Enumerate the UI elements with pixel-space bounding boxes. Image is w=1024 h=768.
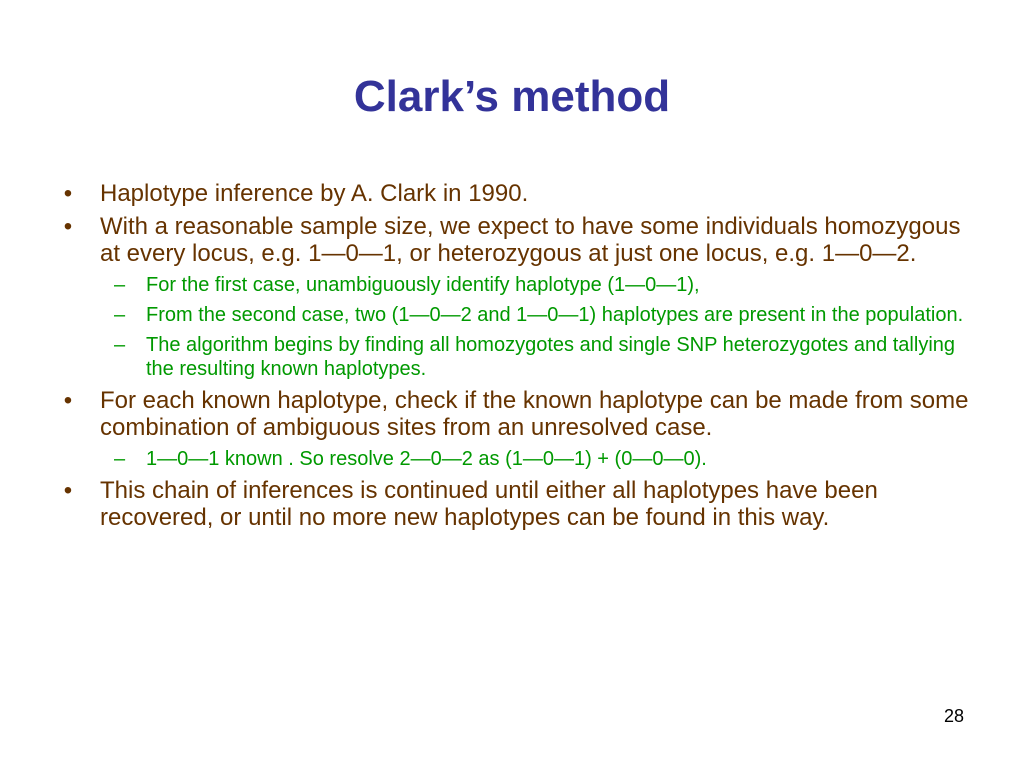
- sub-bullet-text: 1—0—1 known . So resolve 2—0—2 as (1—0—1) + (0—0—0).: [146, 448, 707, 470]
- bullet-text: For each known haplotype, check if the known haplotype can be made from some combination of ambiguous sites from an unresolved case.: [100, 387, 969, 441]
- bullet-list: [58, 180, 978, 537]
- dash-marker: –: [114, 334, 126, 356]
- sub-bullet-text: For the first case, unambiguously identify haplotype (1—0—1),: [146, 274, 700, 296]
- sub-bullet-text: The algorithm begins by finding all homozygotes and single SNP heterozygotes and tallying the resulting known haplotypes.: [146, 334, 956, 380]
- sub-bullet-text: From the second case, two (1—0—2 and 1—0—1) haplotypes are present in the population.: [146, 304, 964, 326]
- sub-bullet-item: [58, 333, 978, 381]
- bullet-marker: •: [63, 213, 73, 240]
- bullet-text: Haplotype inference by A. Clark in 1990.: [100, 180, 529, 207]
- sub-bullet-list: [100, 447, 978, 471]
- bullet-marker: •: [63, 387, 73, 414]
- bullet-item: [58, 477, 978, 531]
- sub-bullet-item: [58, 447, 978, 471]
- slide-title: Clark’s method: [353, 72, 671, 121]
- bullet-item: [58, 213, 978, 381]
- slide-number: 28: [943, 706, 964, 726]
- bullet-text: This chain of inferences is continued until either all haplotypes have been recovered, or until no more new haplotypes can be found in this way.: [100, 477, 878, 531]
- bullet-text: With a reasonable sample size, we expect to have some individuals homozygous at every locus, e.g. 1—0—1, or heterozygous at just one locus, e.g. 1—0—2.: [100, 213, 961, 267]
- sub-bullet-item: [58, 303, 978, 327]
- dash-marker: –: [114, 304, 126, 326]
- dash-marker: –: [114, 448, 126, 470]
- dash-marker: –: [114, 274, 126, 296]
- sub-bullet-item: [58, 273, 978, 297]
- bullet-item: [58, 387, 978, 471]
- bullet-item: [58, 180, 978, 207]
- bullet-marker: •: [63, 477, 73, 504]
- bullet-marker: •: [63, 180, 73, 207]
- sub-bullet-list: [100, 273, 978, 381]
